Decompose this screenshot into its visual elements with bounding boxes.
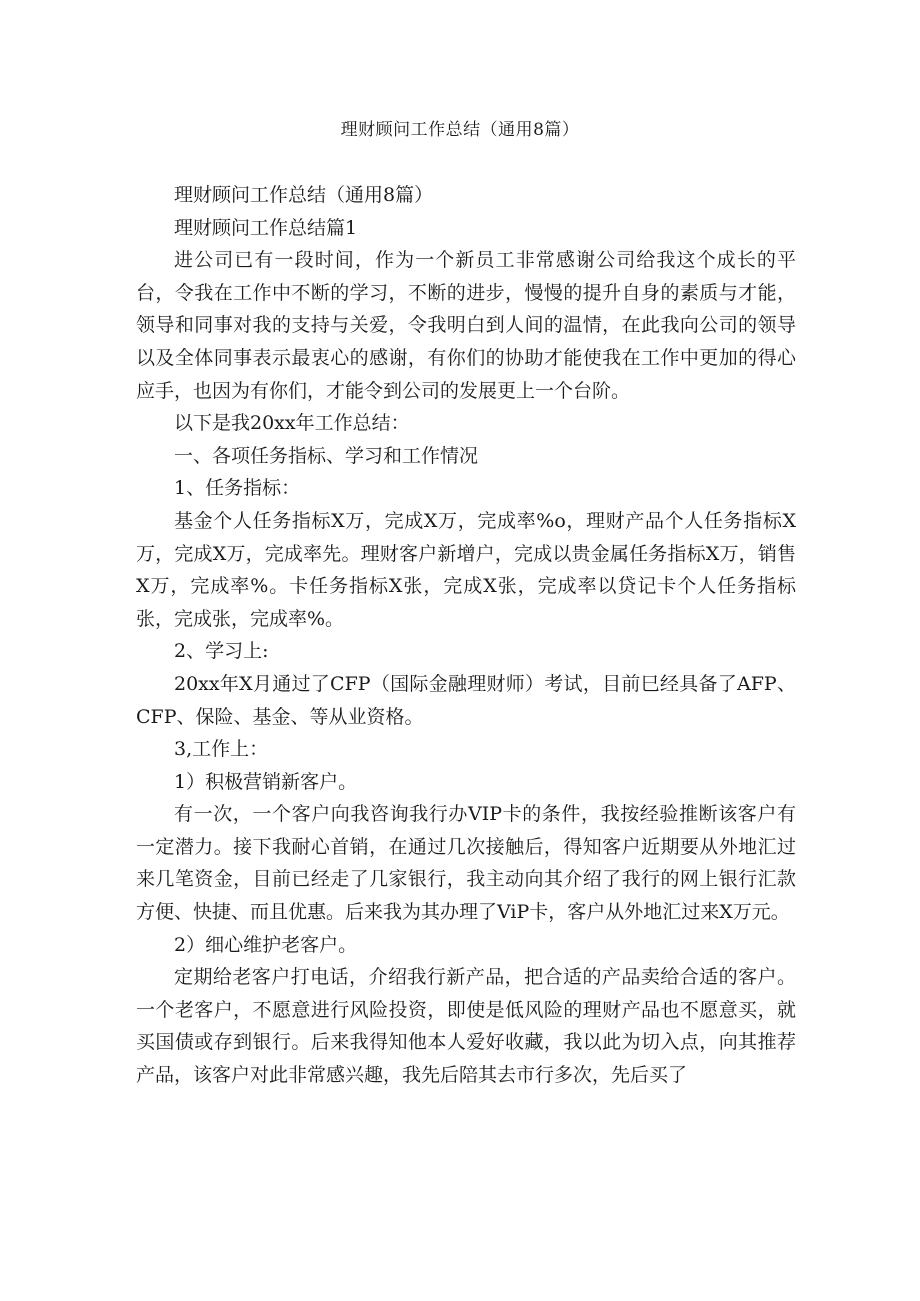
- paragraph-study: 20xx年X月通过了CFP（国际金融理财师）考试，目前巳经具备了AFP、CFP、保险、基金、等从业资格。: [136, 672, 796, 728]
- paragraph-subtitle: 理财顾问工作总结（通用8篇）: [174, 184, 434, 206]
- paragraph-old-clients: 定期给老客户打电话，介绍我行新产品，把合适的产品卖给合适的客户。一个老客户，不愿意进行风险投资，即使是低风险的理财产品也不愿意买，就买国债或存到银行。后来我得知他本人爱好收藏，我以此为切入点，向其推荐产品，该客户对此非常感兴趣，我先后陪其去市行多次，先后买了: [136, 966, 796, 1087]
- paragraph-heading-old-clients: 2）细心维护老客户。: [174, 933, 358, 956]
- paragraph-heading-study: 2、学习上:: [174, 640, 269, 663]
- document-body: [136, 179, 796, 1092]
- paragraph-indicators: 基金个人任务指标X万，完成X万，完成率%o，理财产品个人任务指标X万，完成X万，完成率先。理财客户新增户，完成以贵金属任务指标X万，销售X万，完成率%。卡任务指标X张，完成X张，完成率以贷记卡个人任务指标张，完成张，完成率%。: [136, 509, 796, 630]
- paragraph-heading-work: 3,工作上：: [174, 738, 269, 761]
- paragraph-intro: 进公司已有一段时间，作为一个新员工非常感谢公司给我这个成长的平台，令我在工作中不断的学习，不断的进步，慢慢的提升自身的素质与才能，领导和同事对我的支持与关爱，令我明白到人间的温情，在此我向公司的领导以及全体同事表示最衷心的感谢，有你们的协助才能使我在工作中更加的得心应手，也因为有你们，才能令到公司的发展更上一个台阶。: [136, 249, 796, 402]
- document-title: 理财顾问工作总结（通用8篇）: [340, 120, 580, 140]
- paragraph-summary-lead: 以下是我20xx年工作总结：: [174, 412, 410, 435]
- paragraph-heading-new-clients: 1）积极营销新客户。: [174, 770, 358, 793]
- paragraph-heading-tasks: 一、各项任务指标、学习和工作情况: [174, 444, 479, 467]
- paragraph-heading-indicators: 1、任务指标：: [174, 477, 301, 500]
- paragraph-section-heading: 理财顾问工作总结篇1: [174, 216, 358, 239]
- paragraph-new-clients: 有一次，一个客户向我咨询我行办VIP卡的条件，我按经验推断该客户有一定潜力。接下我耐心首销，在通过几次接触后，得知客户近期要从外地汇过来几笔资金，目前已经走了几家银行，我主动向其介绍了我行的网上银行汇款方便、快捷、而且优惠。后来我为其办理了ViP卡，客户从外地汇过来X万元。: [136, 803, 796, 924]
